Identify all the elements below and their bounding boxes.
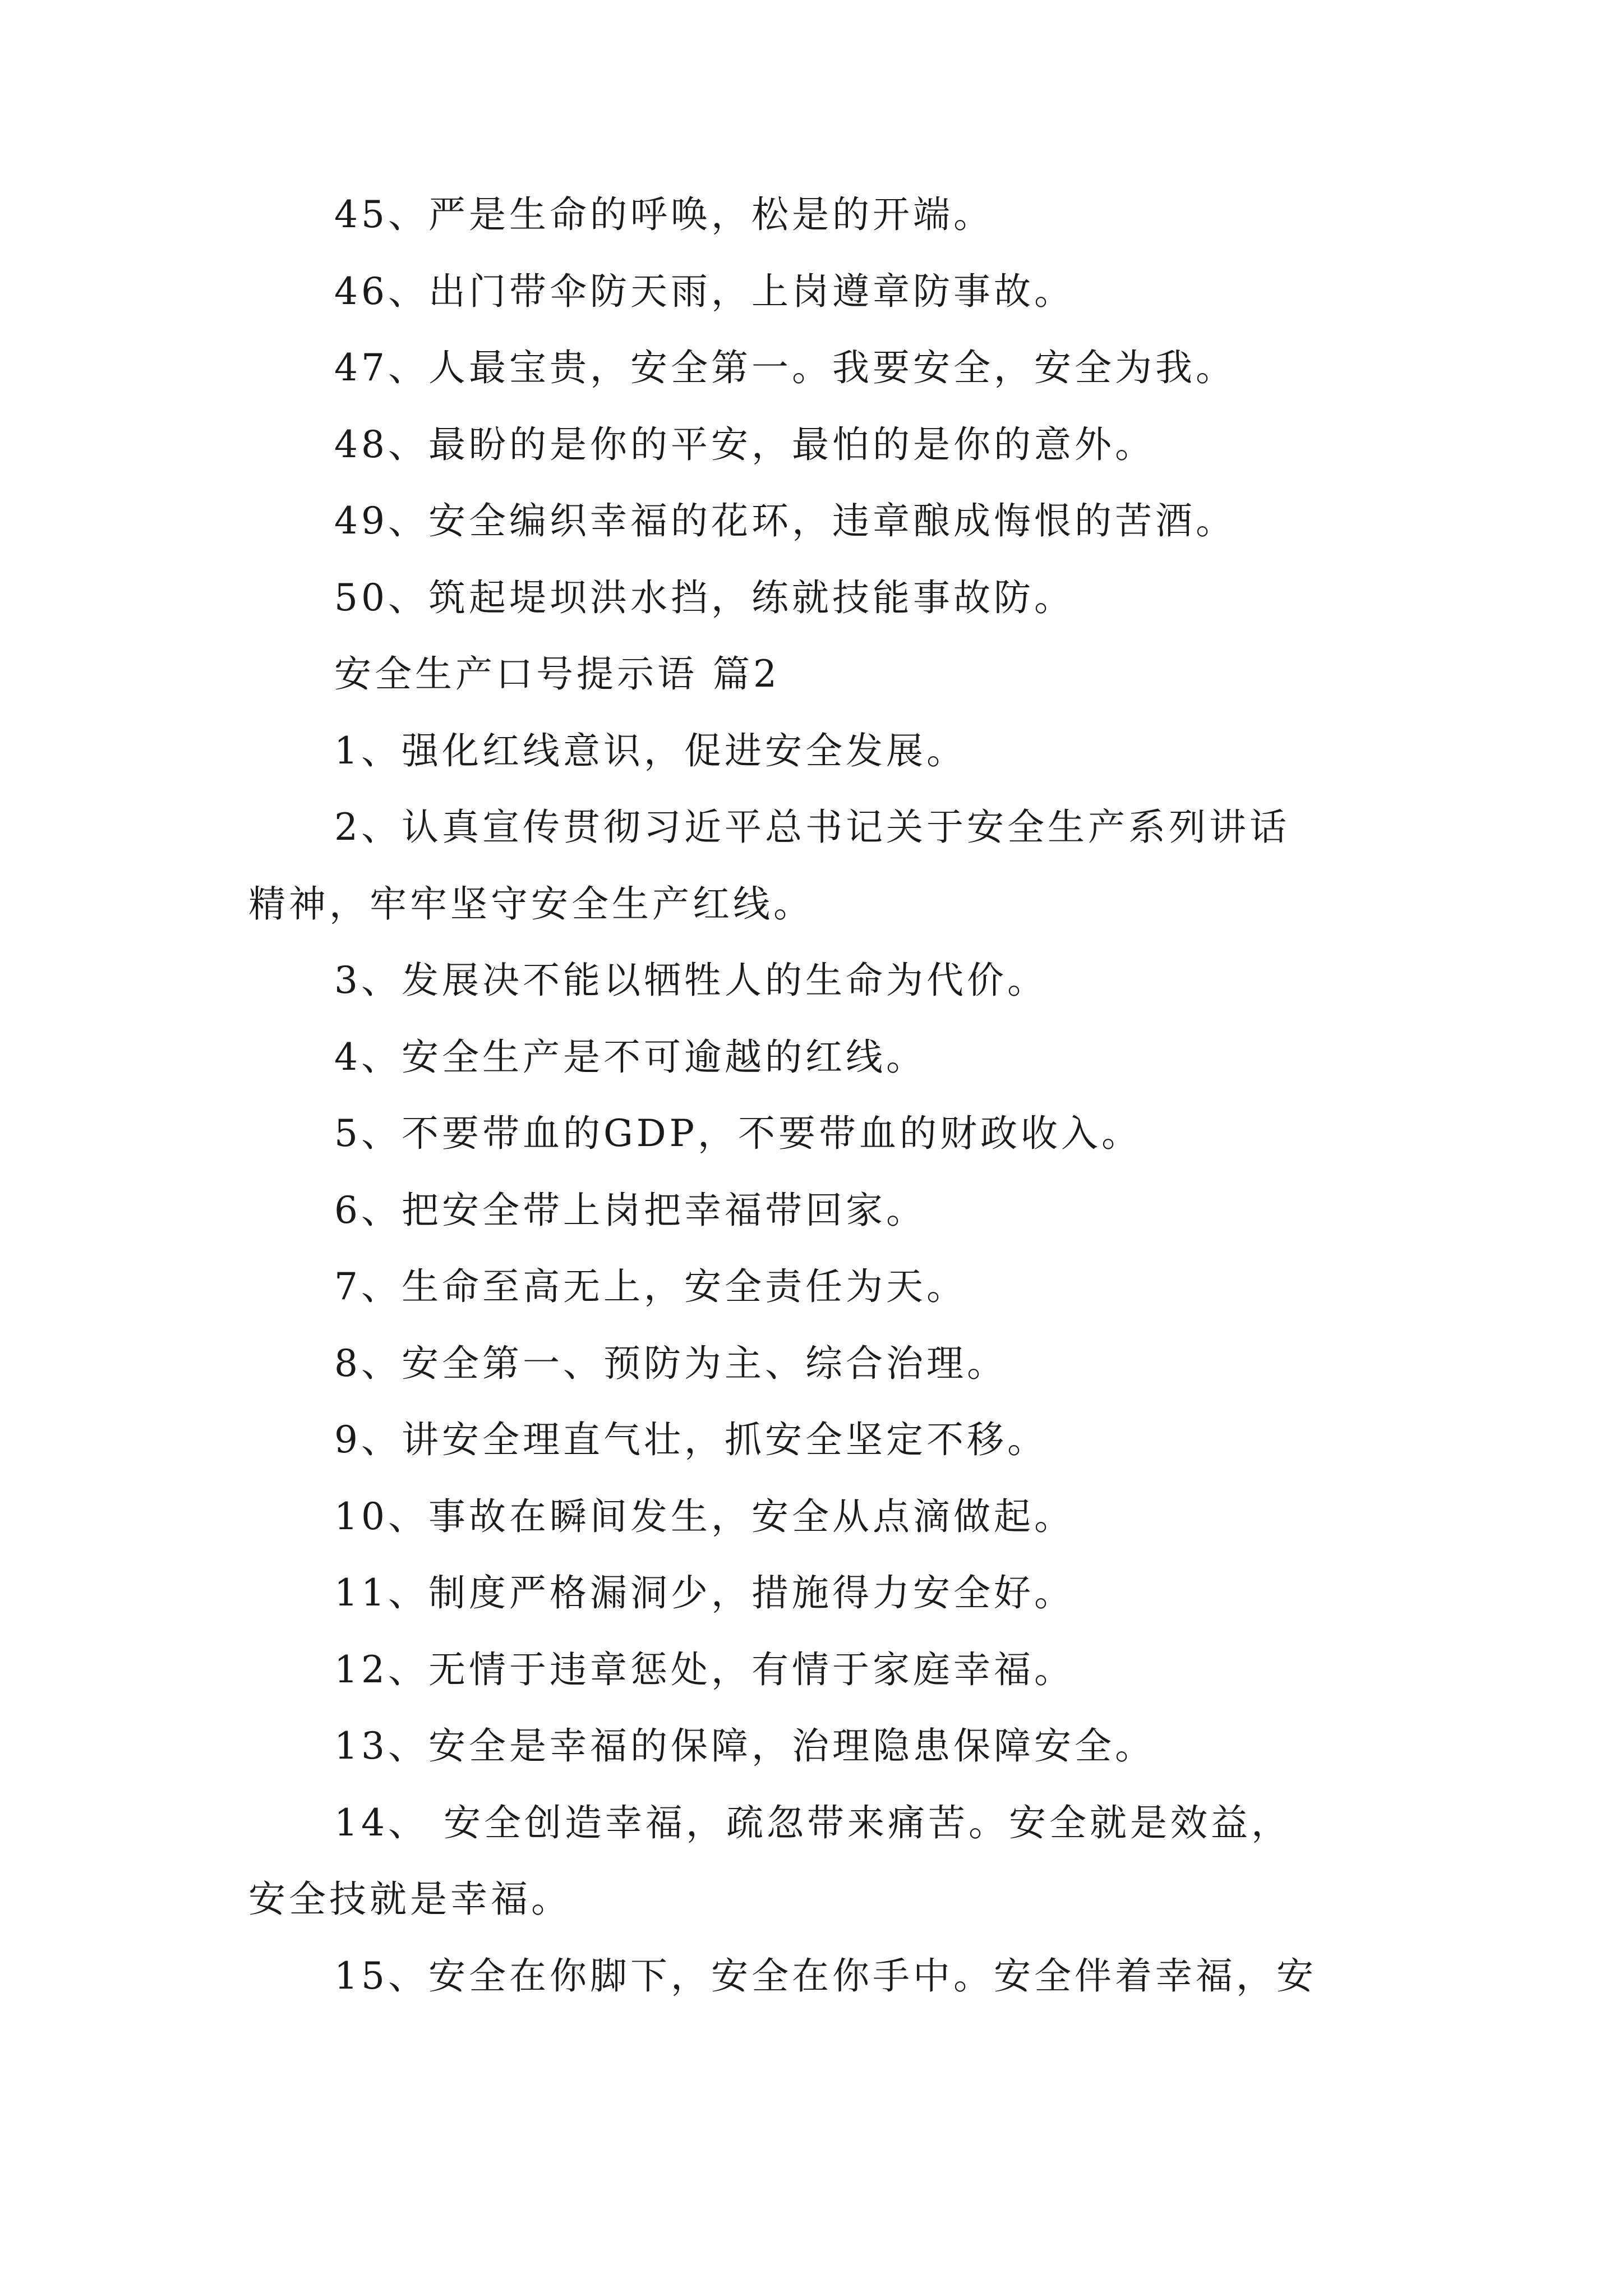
text-line-14-continued: 安全技就是幸福。 <box>248 1878 571 1921</box>
text-line-13: 13、安全是幸福的保障，治理隐患保障安全。 <box>334 1724 1155 1768</box>
document-body <box>248 177 1387 2014</box>
text-line-47: 47、人最宝贵，安全第一。我要安全，安全为我。 <box>334 346 1236 389</box>
text-line-8: 8、安全第一、预防为主、综合治理。 <box>334 1341 1007 1385</box>
text-line-10: 10、事故在瞬间发生，安全从点滴做起。 <box>334 1494 1075 1538</box>
text-line-9: 9、讲安全理直气壮，抓安全坚定不移。 <box>334 1418 1048 1461</box>
text-line-2-continued: 精神，牢牢坚守安全生产红线。 <box>248 882 814 926</box>
text-line-5: 5、不要带血的GDP，不要带血的财政收入。 <box>334 1112 1142 1155</box>
text-line-49: 49、安全编织幸福的花环，违章酿成悔恨的苦酒。 <box>334 499 1236 542</box>
text-line-1: 1、强化红线意识，促进安全发展。 <box>334 729 967 772</box>
text-line-3: 3、发展决不能以牺牲人的生命为代价。 <box>334 959 1048 1002</box>
text-line-6: 6、把安全带上岗把幸福带回家。 <box>334 1188 926 1232</box>
text-line-45: 45、严是生命的呼唤，松是的开端。 <box>334 193 994 236</box>
text-line-14: 14、 安全创造幸福，疏忽带来痛苦。安全就是效益， <box>334 1801 1292 1844</box>
text-line-12: 12、无情于违章惩处，有情于家庭幸福。 <box>334 1648 1075 1691</box>
text-line-7: 7、生命至高无上，安全责任为天。 <box>334 1265 967 1308</box>
section-heading: 安全生产口号提示语 篇2 <box>334 652 780 696</box>
text-line-4: 4、安全生产是不可逾越的红线。 <box>334 1035 926 1079</box>
text-line-15: 15、安全在你脚下，安全在你手中。安全伴着幸福，安 <box>334 1954 1317 1998</box>
text-line-2: 2、认真宣传贯彻习近平总书记关于安全生产系列讲话 <box>334 806 1290 849</box>
text-line-46: 46、出门带伞防天雨，上岗遵章防事故。 <box>334 269 1075 313</box>
text-line-11: 11、制度严格漏洞少，措施得力安全好。 <box>334 1571 1075 1614</box>
text-line-48: 48、最盼的是你的平安，最怕的是你的意外。 <box>334 422 1155 466</box>
text-line-50: 50、筑起堤坝洪水挡，练就技能事故防。 <box>334 576 1075 619</box>
